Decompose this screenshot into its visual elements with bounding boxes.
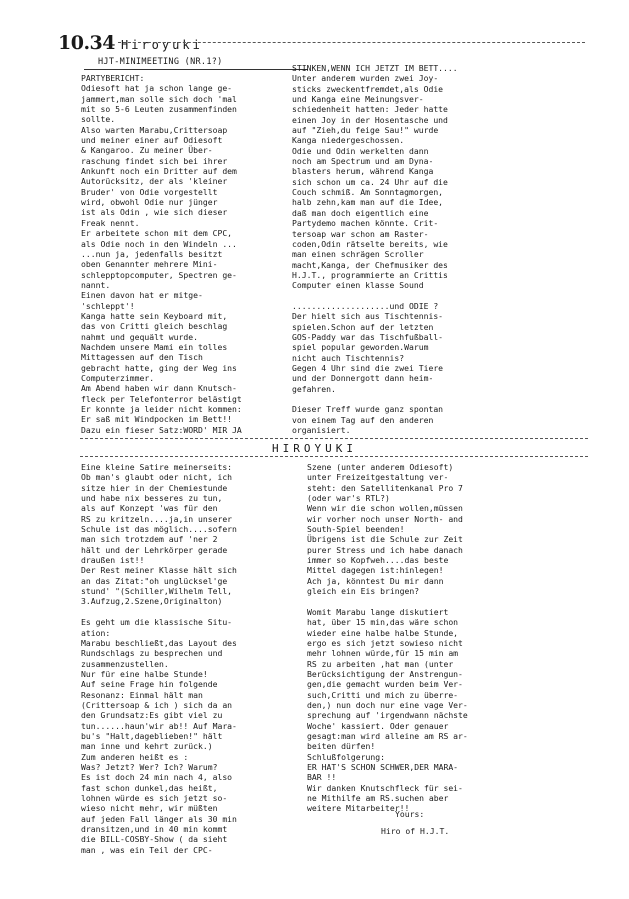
text-line: Kanga hatte sein Keyboard mit, — [81, 310, 228, 321]
text-line: nannt. — [81, 279, 111, 290]
text-line: RS zu kritzeln....ja,in unserer — [81, 513, 233, 524]
text-line: gebracht hatte, ging der Weg ins — [81, 362, 237, 373]
text-line: spielen.Schon auf der letzten — [292, 321, 434, 332]
text-line: steht: den Satellitenkanal Pro 7 — [307, 482, 463, 493]
text-line: raschung findet sich bei ihrer — [81, 155, 228, 166]
text-line: und Kanga eine Meinungsver- — [292, 94, 424, 105]
header-rule — [118, 42, 585, 43]
text-line: Mittagessen auf den Tisch — [81, 352, 203, 363]
text-line: sprechung auf 'irgendwann nächste — [307, 710, 468, 721]
text-line: ergo es sich jetzt sowieso nicht — [307, 637, 463, 648]
text-line: Rundschlags zu besprechen und — [81, 648, 223, 659]
section-divider-top — [80, 438, 588, 439]
text-line: und der Donnergott dann heim- — [292, 373, 434, 384]
text-line: gleich ein Eis bringen? — [307, 586, 420, 597]
text-line: Er konnte ja leider nicht kommen: — [81, 404, 242, 414]
text-line: den Grundsatz:Es gibt viel zu — [81, 710, 223, 721]
text-line: weitere Mitarbeiter!! — [307, 803, 410, 814]
text-line: H.J.T., programmierte an Crittis — [292, 269, 448, 280]
text-line: BAR !! — [307, 772, 337, 783]
text-line: Schlußfolgerung: — [307, 751, 385, 762]
text-line: ation: — [81, 627, 111, 638]
text-line: ...nun ja, jedenfalls besitzt — [81, 248, 223, 259]
text-line: und meiner einer auf Odiesoft — [81, 135, 223, 146]
article2-right-column — [307, 462, 468, 814]
text-line: unter Freizeitgestaltung ver- — [307, 472, 449, 483]
text-line: ne Mithilfe am RS.suchen aber — [307, 793, 449, 803]
text-line: wieder eine halbe halbe Stunde, — [307, 627, 459, 638]
signature-name: Hiro of H.J.T. — [381, 826, 450, 836]
text-line: Was? Jetzt? Wer? Ich? Warum? — [81, 761, 218, 772]
text-line: Woche' kassiert. Oder genauer — [307, 720, 449, 731]
text-line: sollte. — [81, 114, 116, 125]
text-line: tersoap war schon am Raster- — [292, 228, 429, 239]
text-line: mit so 5-6 Leuten zusammenfinden — [81, 104, 237, 115]
section-title: HIROYUKI — [272, 442, 357, 455]
text-line: South-Spiel beenden! — [307, 524, 405, 535]
subtitle-underline — [84, 69, 308, 70]
text-line: Wenn wir die schon wollen,müssen — [307, 503, 463, 514]
text-line: Odie und Odin werkelten dann — [292, 145, 429, 156]
text-line: man sich trotzdem auf 'ner 2 — [81, 534, 218, 545]
text-line: Unter anderem wurden zwei Joy- — [292, 73, 439, 84]
text-line: Nur für eine halbe Stunde! — [81, 668, 208, 679]
text-line: Marabu beschließt,das Layout des — [81, 637, 237, 648]
text-line: jammert,man solle sich doch 'mal — [81, 93, 237, 104]
text-line: wird, obwohl Odie nur jünger — [81, 197, 218, 208]
text-line: an das Zitat:"oh unglücksel'ge — [81, 575, 228, 586]
text-line: Er arbeitete schon mit dem CPC, — [81, 228, 233, 239]
article1-right-column — [292, 63, 458, 435]
text-line: GOS-Paddy war das Tischfußball- — [292, 331, 444, 342]
text-line: bu's "Halt,dageblieben!" hält — [81, 730, 223, 741]
text-line: Ankunft noch ein Dritter auf dem — [81, 166, 237, 177]
text-line: sich schon um ca. 24 Uhr auf die — [292, 176, 448, 187]
page-header — [58, 32, 203, 54]
text-line: tun......haun'wir ab!! Auf Mara- — [81, 720, 237, 731]
text-line: Zum anderen heißt es : — [81, 751, 189, 762]
text-line: gen,die gemacht wurden beim Ver- — [307, 679, 463, 690]
text-line: Ob man's glaubt oder nicht, ich — [81, 472, 233, 483]
text-line: & Kangaroo. Zu meiner Über- — [81, 145, 213, 156]
text-line: Bruder' von Odie vorgestellt — [81, 186, 218, 197]
text-line: Autorücksitz, der als 'kleiner — [81, 176, 228, 187]
text-line: Am Abend haben wir dann Knutsch- — [81, 383, 237, 394]
text-line: Schule ist das möglich....sofern — [81, 524, 237, 535]
text-line: Der Rest meiner Klasse hält sich — [81, 565, 237, 576]
text-line: (Crittersoap & ich ) sich da an — [81, 699, 233, 710]
text-line: als auf Konzept 'was für den — [81, 503, 218, 514]
text-line — [307, 596, 468, 606]
page-number: 10.34 — [58, 32, 115, 54]
text-line: Auf seine Frage hin folgende — [81, 679, 218, 690]
text-line: blasters herum, während Kanga — [292, 166, 434, 177]
text-line: 'schleppt'! — [81, 300, 135, 311]
text-line: gesagt:man wird alleine am RS ar- — [307, 730, 468, 741]
text-line: Es ist doch 24 min nach 4, also — [81, 772, 233, 783]
text-line: ER HAT'S SCHON SCHWER,DER MARA- — [307, 761, 459, 772]
text-line: Dieser Treff wurde ganz spontan — [292, 404, 444, 415]
text-line: Couch schmiß. Am Sonntagmorgen, — [292, 187, 444, 198]
text-line: Mittel dagegen ist:hinlegen! — [307, 565, 444, 576]
text-line: fast schon dunkel,das heißt, — [81, 782, 218, 793]
text-line: oben Genannter mehrere Mini- — [81, 259, 218, 270]
text-line: STINKEN,WENN ICH JETZT IM BETT.... — [292, 63, 458, 73]
article1-left-column — [81, 73, 242, 435]
text-line: stund' "(Schiller,Wilhelm Tell, — [81, 586, 233, 597]
text-line — [292, 291, 458, 301]
text-line: Wir danken Knutschfleck für sei- — [307, 782, 463, 793]
text-line: draußen ist!! — [81, 555, 145, 566]
text-line: mehr lohnen würde,für 15 min am — [307, 648, 459, 659]
text-line: organisiert. — [292, 425, 351, 436]
text-line: man inne und kehrt zurück.) — [81, 741, 213, 752]
article2-left-column — [81, 462, 237, 855]
section-divider-bottom — [80, 456, 588, 457]
text-line: hat, über 15 min,das wäre schon — [307, 617, 459, 628]
text-line: man einen schrägen Scroller — [292, 249, 424, 260]
text-line: Ach ja, könntest Du mir dann — [307, 575, 444, 586]
text-line: PARTYBERICHT: — [81, 73, 145, 83]
text-line: such,Critti und mich zu überre- — [307, 689, 459, 700]
text-line: gefahren. — [292, 383, 336, 394]
text-line: noch am Spectrum und am Dyna- — [292, 156, 434, 167]
text-line: sticks zweckentfremdet,als Odie — [292, 83, 444, 94]
text-line: schiedenheit hatten: Jeder hatte — [292, 104, 448, 115]
text-line: Er saß mit Windpocken im Bett!! — [81, 414, 233, 425]
text-line: fleck per Telefonterror belästigt — [81, 393, 242, 404]
text-line: beiten dürfen! — [307, 741, 376, 752]
text-line: die BILL-COSBY-Show ( da sieht — [81, 834, 228, 845]
text-line: auf jeden Fall länger als 30 min — [81, 813, 237, 824]
text-line — [81, 607, 237, 617]
text-line: man , was ein Teil der CPC- — [81, 844, 213, 855]
text-line: Also warten Marabu,Crittersoap — [81, 124, 228, 135]
text-line: von einem Tag auf den anderen — [292, 414, 434, 425]
text-line: coden,Odin rätselte bereits, wie — [292, 238, 448, 249]
text-line: RS zu arbeiten ,hat man (unter — [307, 658, 454, 669]
text-line: Nachdem unsere Mami ein tolles — [81, 341, 228, 352]
text-line: lohnen würde es sich jetzt so- — [81, 793, 228, 803]
text-line: 3.Aufzug,2.Szene,Originalton) — [81, 596, 223, 607]
text-line: purer Stress und ich habe danach — [307, 544, 463, 555]
text-line: und habe nix besseres zu tun, — [81, 493, 223, 504]
text-line: (oder war's RTL?) — [307, 493, 390, 504]
text-line: schlepptopcomputer, Spectren ge- — [81, 269, 237, 280]
text-line: Computer einen klasse Sound — [292, 280, 424, 291]
text-line: ....................und ODIE ? — [292, 300, 439, 311]
text-line: Resonanz: Einmal hält man — [81, 689, 203, 700]
text-line: macht,Kanga, der Chefmusiker des — [292, 259, 448, 270]
text-line: Kanga niedergeschossen. — [292, 135, 405, 146]
text-line: Womit Marabu lange diskutiert — [307, 606, 449, 617]
text-line: Odiesoft hat ja schon lange ge- — [81, 83, 233, 94]
text-line: Szene (unter anderem Odiesoft) — [307, 462, 454, 472]
text-line: das von Critti gleich beschlag — [81, 321, 228, 332]
text-line: auf "Zieh,du feige Sau!" wurde — [292, 125, 439, 136]
text-line: Übrigens ist die Schule zur Zeit — [307, 534, 463, 545]
text-line: halb zehn,kam man auf die Idee, — [292, 197, 444, 208]
magazine-title: Hiroyuki — [121, 38, 203, 52]
text-line: wir vorher noch unser North- and — [307, 513, 463, 524]
text-line: einen Joy in der Hosentasche und — [292, 114, 448, 125]
text-line: Dazu ein fieser Satz:WORD' MIR JA — [81, 424, 242, 435]
text-line: daß man doch eigentlich eine — [292, 207, 429, 218]
text-line: Partydemo machen könnte. Crit- — [292, 218, 439, 229]
text-line: Es geht um die klassische Situ- — [81, 617, 233, 628]
text-line: immer so Kopfweh....das beste — [307, 555, 449, 566]
text-line: Freak nennt. — [81, 217, 140, 228]
text-line: ist als Odin , wie sich dieser — [81, 207, 228, 218]
text-line: wieso nicht mehr, wir müßten — [81, 803, 218, 814]
text-line: sitze hier in der Chemiestunde — [81, 482, 228, 493]
text-line: nicht auch Tischtennis? — [292, 352, 405, 363]
article-subtitle: HJT-MINIMEETING (NR.1?) — [98, 57, 223, 67]
text-line: Eine kleine Satire meinerseits: — [81, 462, 233, 472]
text-line: nahmt und gequält wurde. — [81, 331, 198, 342]
text-line — [292, 394, 458, 404]
text-line: als Odie noch in den Windeln ... — [81, 238, 237, 249]
text-line: spiel popular geworden.Warum — [292, 342, 429, 353]
text-line: Der hielt sich aus Tischtennis- — [292, 311, 444, 322]
text-line: den,) nun doch nur eine vage Ver- — [307, 699, 468, 710]
text-line: zusammenzustellen. — [81, 658, 169, 669]
signature-yours: Yours: — [395, 809, 425, 819]
text-line: Einen davon hat er mitge- — [81, 290, 203, 301]
text-line: dransitzen,und in 40 min kommt — [81, 824, 228, 835]
text-line: Computerzimmer. — [81, 372, 155, 383]
text-line: hält und der Lehrkörper gerade — [81, 544, 228, 555]
text-line: Gegen 4 Uhr sind die zwei Tiere — [292, 362, 444, 373]
text-line: Berücksichtigung der Anstrengun- — [307, 668, 463, 679]
